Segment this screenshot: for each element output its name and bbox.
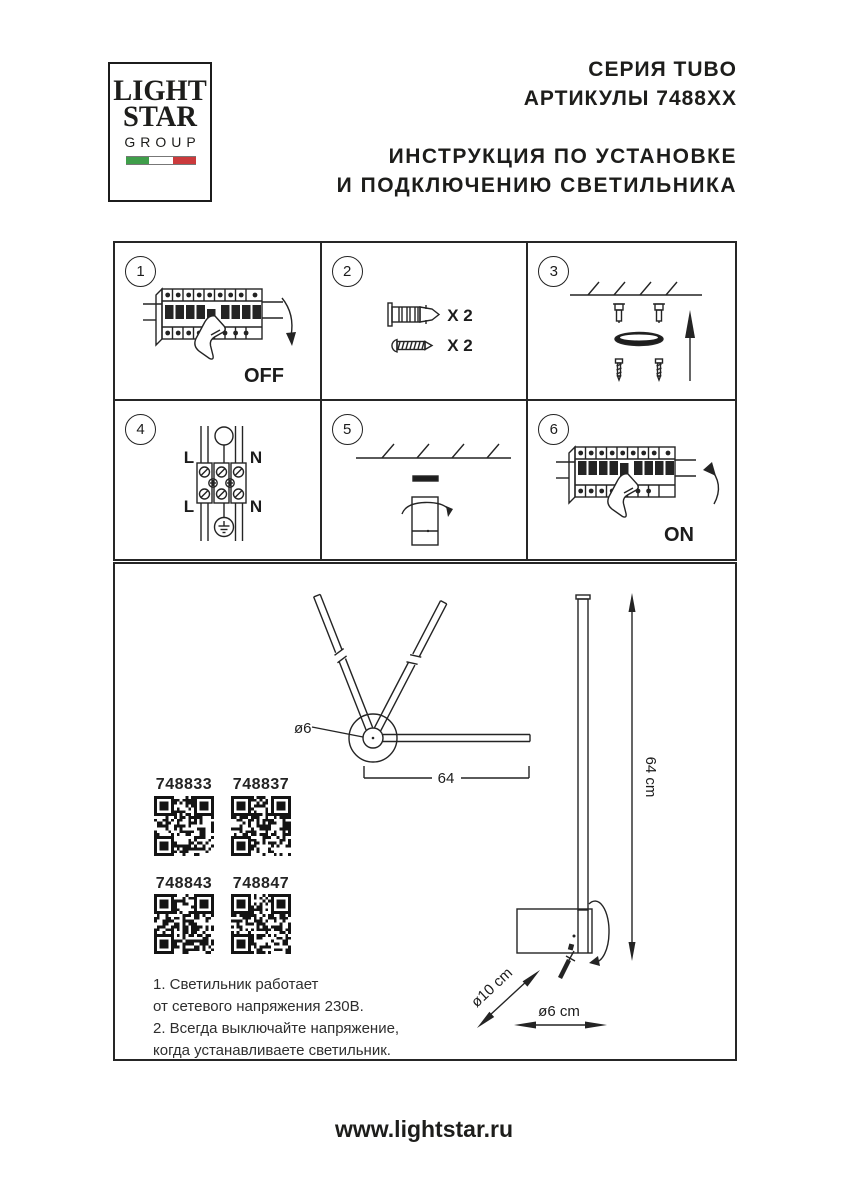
logo-star: STAR bbox=[123, 100, 197, 133]
step-number-4: 4 bbox=[125, 414, 156, 445]
safety-notes bbox=[153, 974, 399, 1062]
step-number-2: 2 bbox=[332, 256, 363, 287]
step-cell-4 bbox=[115, 401, 322, 559]
italian-flag-stripe bbox=[126, 156, 196, 165]
installation-steps-grid bbox=[113, 241, 737, 561]
step-number-5: 5 bbox=[332, 414, 363, 445]
step-cell-2 bbox=[322, 243, 529, 401]
off-label: OFF bbox=[244, 365, 284, 387]
title-line2: И ПОДКЛЮЧЕНИЮ СВЕТИЛЬНИКА bbox=[336, 174, 737, 197]
tube-diameter-label: ø6 bbox=[294, 720, 312, 737]
step-number-3: 3 bbox=[538, 256, 569, 287]
base-diameter-label: ø10 cm bbox=[467, 964, 517, 1011]
breaker-on-drawing bbox=[528, 401, 734, 557]
title-line1: ИНСТРУКЦИЯ ПО УСТАНОВКЕ bbox=[388, 145, 737, 168]
step-cell-5 bbox=[322, 401, 529, 559]
flag-white bbox=[149, 157, 172, 164]
step-number-6: 6 bbox=[538, 414, 569, 445]
page-title bbox=[337, 142, 737, 200]
flag-green bbox=[126, 157, 149, 164]
hardware-drawing bbox=[322, 243, 528, 399]
tube-length-label: 64 bbox=[437, 770, 455, 787]
dowel-qty-label: X 2 bbox=[446, 306, 473, 325]
footer-url: www.lightstar.ru bbox=[334, 1116, 514, 1142]
articles-title: АРТИКУЛЫ 7488XX bbox=[523, 87, 737, 110]
logo-group: GROUP bbox=[124, 134, 201, 150]
step-cell-3 bbox=[528, 243, 735, 401]
attach-base-drawing bbox=[322, 401, 528, 557]
dimension-panel bbox=[113, 562, 737, 1061]
wiring-drawing bbox=[115, 401, 321, 557]
label-n-bottom: N bbox=[249, 497, 263, 516]
on-label: ON bbox=[664, 524, 695, 546]
base-width-label: ø6 cm bbox=[538, 1003, 580, 1020]
article-code-748847: 748847 bbox=[232, 875, 290, 892]
lightstar-logo bbox=[108, 62, 212, 202]
note-line-3: 2. Всегда выключайте напряжение, bbox=[153, 1020, 400, 1037]
note-line-2: от сетевого напряжения 230В. bbox=[153, 998, 364, 1015]
note-line-1: 1. Светильник работает bbox=[153, 976, 319, 993]
breaker-off-drawing bbox=[115, 243, 321, 399]
qr-code-748847 bbox=[231, 894, 291, 954]
screw-qty-label: X 2 bbox=[446, 336, 473, 355]
series-block bbox=[524, 55, 737, 113]
step-cell-1 bbox=[115, 243, 322, 401]
ceiling-mount-drawing bbox=[528, 243, 734, 399]
series-title: СЕРИЯ TUBO bbox=[588, 58, 737, 81]
step-number-1: 1 bbox=[125, 256, 156, 287]
logo-light: LIGHT bbox=[113, 74, 207, 107]
article-code-748843: 748843 bbox=[155, 875, 213, 892]
label-l-top: L bbox=[183, 448, 195, 467]
label-l-bottom: L bbox=[183, 497, 195, 516]
article-code-748833: 748833 bbox=[155, 776, 213, 793]
flag-red bbox=[173, 157, 196, 164]
label-n-top: N bbox=[249, 448, 263, 467]
qr-code-748833 bbox=[154, 796, 214, 856]
qr-code-748837 bbox=[231, 796, 291, 856]
step-cell-6 bbox=[528, 401, 735, 559]
height-dimension-label: 64 cm bbox=[642, 756, 659, 798]
qr-code-748843 bbox=[154, 894, 214, 954]
note-line-4: когда устанавливаете светильник. bbox=[153, 1042, 391, 1059]
article-code-748837: 748837 bbox=[232, 776, 290, 793]
